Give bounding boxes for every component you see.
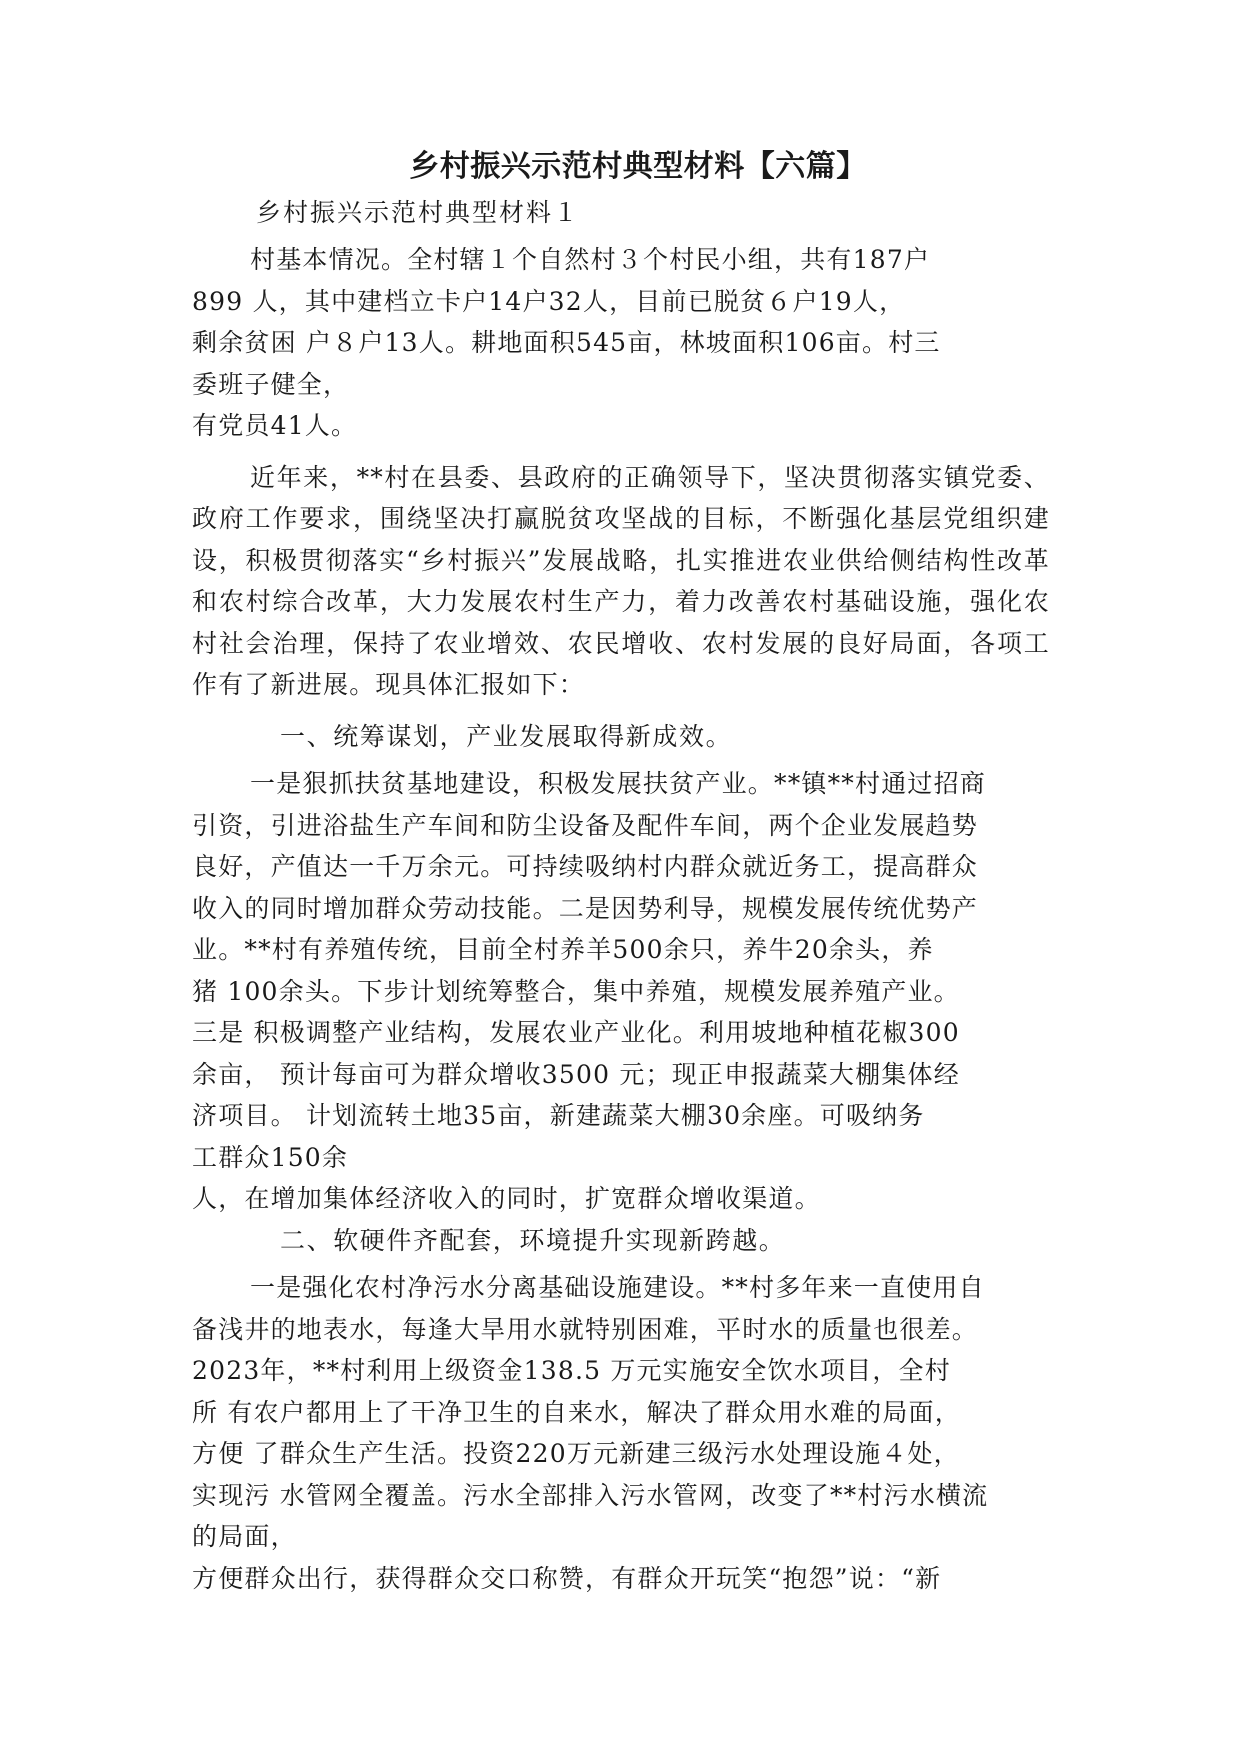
- paragraph-line: 济项目。 计划流转土地35亩，新建蔬菜大棚30余座。可吸纳务: [192, 1101, 925, 1130]
- paragraph-line: 备浅井的地表水，每逢大旱用水就特别困难，平时水的质量也很差。: [192, 1314, 979, 1344]
- paragraph-line: 一是狠抓扶贫基地建设，积极发展扶贫产业。**镇**村通过招商: [250, 769, 987, 798]
- paragraph-basic-info: [192, 239, 1050, 447]
- section-heading-environment: 二、软硬件齐配套，环境提升实现新跨越。: [280, 1225, 786, 1255]
- paragraph-line: 工群众150余: [192, 1142, 349, 1172]
- paragraph-industry: [192, 763, 1050, 1220]
- paragraph-line: 良好，产值达一千万余元。可持续吸纳村内群众就近务工，提高群众: [192, 852, 979, 881]
- paragraph-line: 委班子健全，: [192, 369, 350, 399]
- paragraph-line: 所 有农户都用上了干净卫生的自来水，解决了群众用水难的局面，: [192, 1397, 961, 1427]
- paragraph-line: 剩余贫困 户８户13人。耕地面积545亩，林坡面积106亩。村三: [192, 328, 941, 357]
- section-heading-industry: 一、统筹谋划，产业发展取得新成效。: [280, 721, 733, 751]
- document-page: [192, 145, 1050, 1599]
- paragraph-line: 2023年，**村利用上级资金138.5 万元实施安全饮水项目，全村: [192, 1356, 951, 1385]
- document-title: 乡村振兴示范村典型材料【六篇】: [409, 149, 867, 184]
- paragraph-line: 实现污 水管网全覆盖。污水全部排入污水管网，改变了**村污水横流: [192, 1480, 989, 1510]
- paragraph-line: 方便群众出行，获得群众交口称赞，有群众开玩笑“抱怨”说：“新: [192, 1563, 942, 1593]
- paragraph-line: 余亩， 预计每亩可为群众增收3500 元；现正申报蔬菜大棚集体经: [192, 1059, 960, 1089]
- paragraph-overview: 近年来，**村在县委、县政府的正确领导下，坚决贯彻落实镇党委、政府工作要求，围绕坚决打赢脱贫攻坚战的目标，不断强化基层党组织建设，积极贯彻落实“乡村振兴”发展战略，扎实推进农业供给侧结构性改革和农村综合改革，大力发展农村生产力，着力改善农村基础设施，强化农村社会治理，保持了农业增效、农民增收、农村发展的良好局面，各项工作有了新进展。现具体汇报如下：: [192, 462, 1050, 699]
- paragraph-line: 收入的同时增加群众劳动技能。二是因势利导，规模发展传统优势产: [192, 893, 979, 923]
- paragraph-line: 猪 100余头。下步计划统筹整合，集中养殖，规模发展养殖产业。: [192, 976, 960, 1006]
- paragraph-environment: [192, 1267, 1050, 1599]
- paragraph-line: 人，在增加集体经济收入的同时，扩宽群众增收渠道。: [192, 1184, 821, 1213]
- paragraph-line: 业。**村有养殖传统，目前全村养羊500余只，养牛20余头，养: [192, 935, 934, 964]
- paragraph-line: 有党员41人。: [192, 411, 358, 440]
- paragraph-line: 899 人，其中建档立卡户14户32人，目前已脱贫６户19人，: [192, 286, 906, 316]
- paragraph-line: 一是强化农村净污水分离基础设施建设。**村多年来一直使用自: [250, 1273, 985, 1302]
- paragraph-line: 引资，引进浴盐生产车间和防尘设备及配件车间，两个企业发展趋势: [192, 810, 979, 840]
- paragraph-line: 村基本情况。全村辖１个自然村３个村民小组，共有187户: [250, 245, 931, 274]
- paragraph-line: 三是 积极调整产业结构，发展农业产业化。利用坡地种植花椒300: [192, 1018, 960, 1047]
- paragraph-line: 的局面，: [192, 1522, 297, 1551]
- document-subtitle: 乡村振兴示范村典型材料１: [256, 198, 581, 227]
- paragraph-line: 方便 了群众生产生活。投资220万元新建三级污水处理设施４处，: [192, 1439, 960, 1468]
